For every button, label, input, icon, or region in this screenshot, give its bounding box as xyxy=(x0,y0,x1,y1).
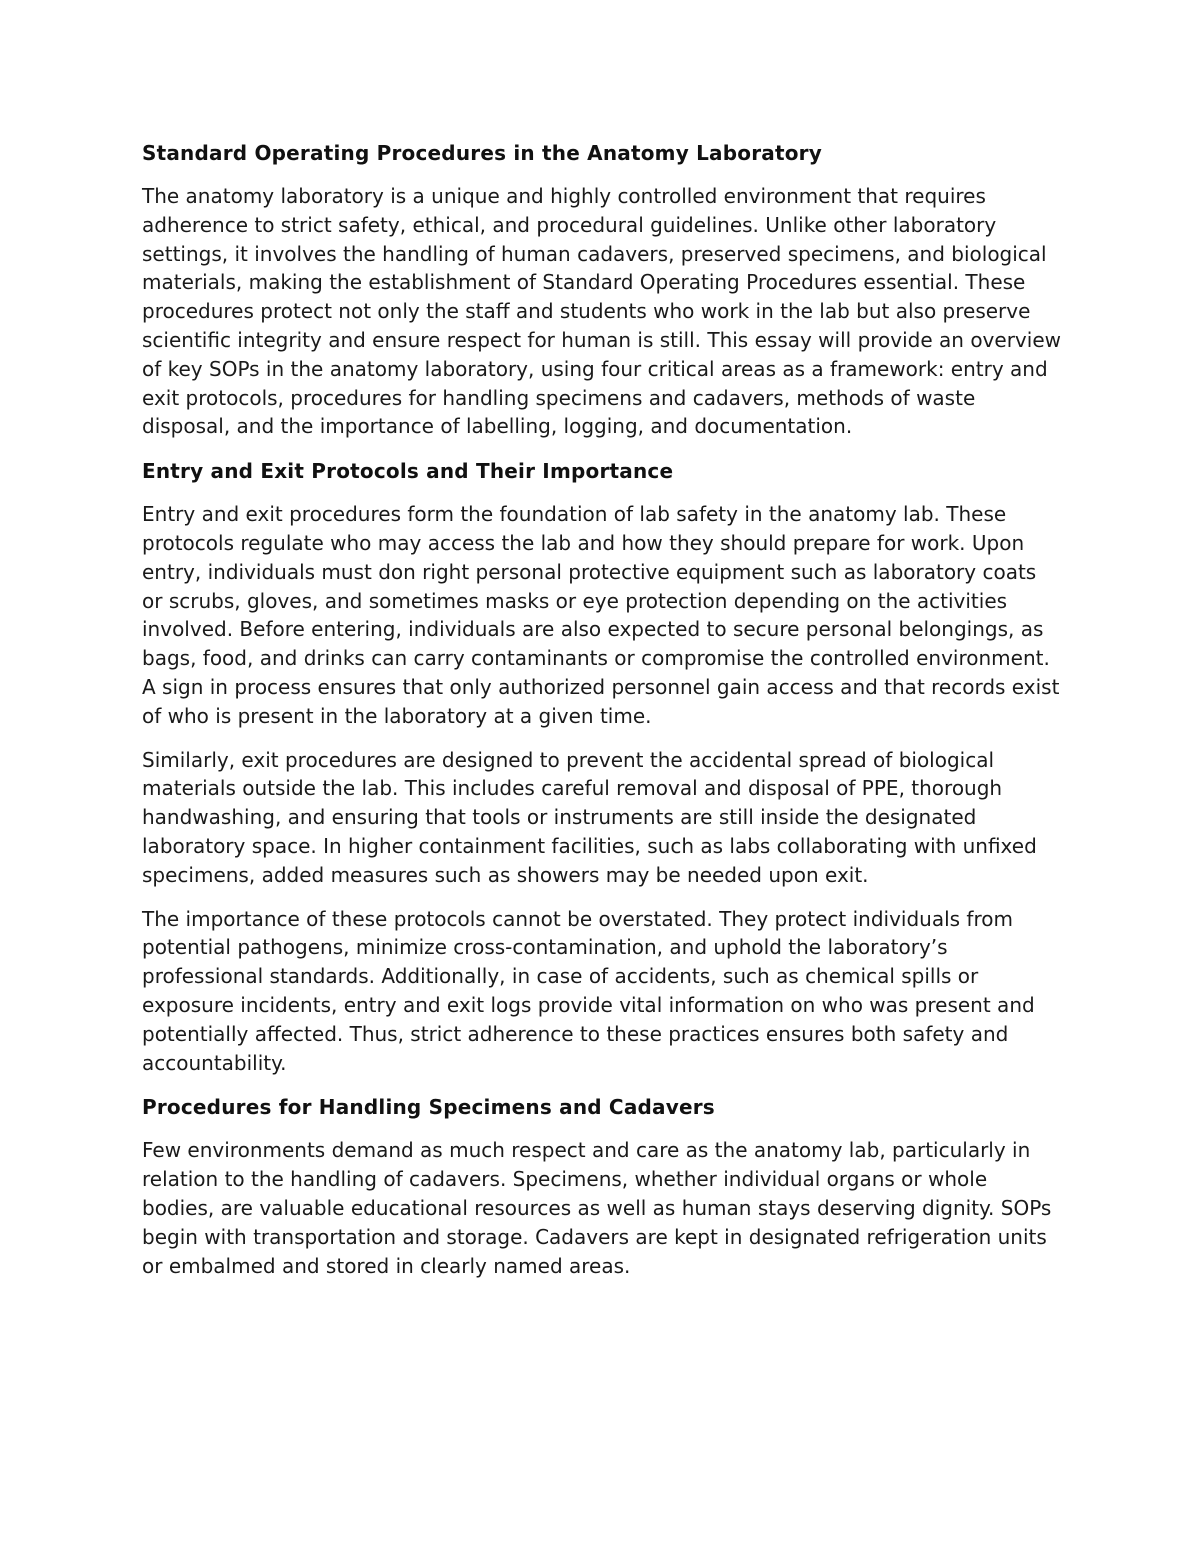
document-title: Standard Operating Procedures in the Anatomy Laboratory xyxy=(142,141,822,165)
entry-exit-paragraph-2: Similarly, exit procedures are designed to prevent the accidental spread of biological materials outside the lab. This includes careful removal and disposal of PPE, thorough handwashing, and ensuring that tools or instruments are still inside the designated laboratory space. In higher containment facilities, such as labs collaborating with unfixed specimens, added measures such as showers may be needed upon exit. xyxy=(142,747,1037,887)
handling-paragraph-1: Few environments demand as much respect and care as the anatomy lab, particularly in relation to the handling of cadavers. Specimens, whether individual organs or whole bodies, are valuable educational resources as well as human stays deserving dignity. SOPs begin with transportation and storage. Cadavers are kept in designated refrigeration units or embalmed and stored in clearly named areas. xyxy=(142,1138,1052,1278)
section-heading-handling: Procedures for Handling Specimens and Cadavers xyxy=(142,1095,715,1120)
entry-exit-paragraph-3: The importance of these protocols cannot be overstated. They protect individuals from potential pathogens, minimize cross-contamination, and uphold the laboratory’s professional standards. Additionally, in case of accidents, such as chemical spills or exposure incidents, entry and exit logs provide vital information on who was present and potentially affected. Thus, strict adherence to these practices ensures both safety and accountability. xyxy=(142,906,1035,1075)
entry-exit-paragraph-1: Entry and exit procedures form the foundation of lab safety in the anatomy lab. These protocols regulate who may access the lab and how they should prepare for work. Upon entry, individuals must don right personal protective equipment such as laboratory coats or scrubs, gloves, and sometimes masks or eye protection depending on the activities involved. Before entering, individuals are also expected to secure personal belongings, as bags, food, and drinks can carry contaminants or compromise the controlled environment. A sign in process ensures that only authorized personnel gain access and that records exist of who is present in the laboratory at a given time. xyxy=(142,502,1060,728)
intro-paragraph: The anatomy laboratory is a unique and highly controlled environment that requires adherence to strict safety, ethical, and procedural guidelines. Unlike other laboratory settings, it involves the handling of human cadavers, preserved specimens, and biological materials, making the establishment of Standard Operating Procedures essential. These procedures protect not only the staff and students who work in the lab but also preserve scientific integrity and ensure respect for human is still. This essay will provide an overview of key SOPs in the anatomy laboratory, using four critical areas as a framework: entry and exit protocols, procedures for handling specimens and cadavers, methods of waste disposal, and the importance of labelling, logging, and documentation. xyxy=(142,184,1061,439)
section-heading-entry-exit: Entry and Exit Protocols and Their Importance xyxy=(142,459,674,484)
document-body xyxy=(142,138,1062,1295)
